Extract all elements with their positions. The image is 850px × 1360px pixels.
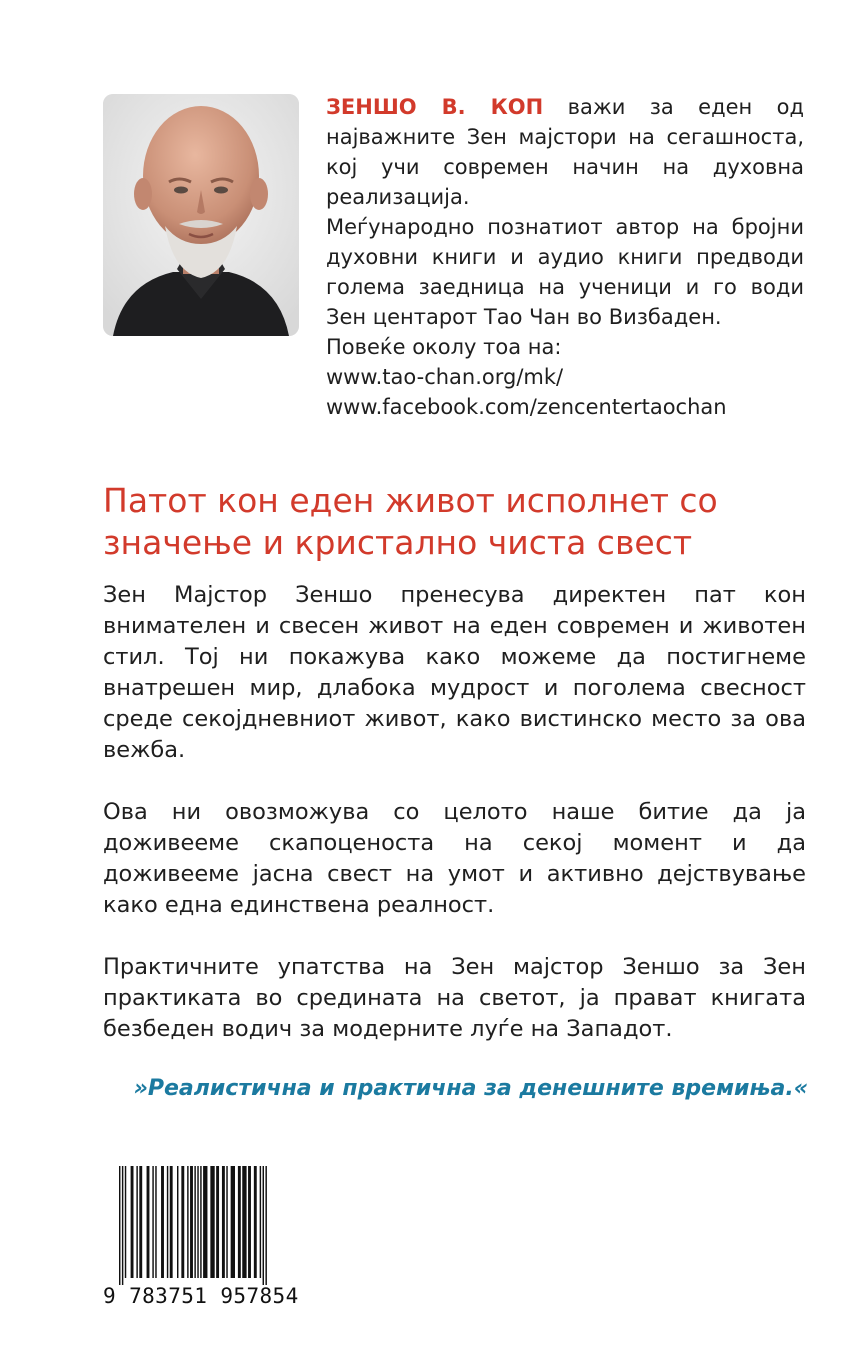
website-link[interactable]: www.tao-chan.org/mk/ (326, 365, 564, 389)
barcode-bar (203, 1166, 207, 1278)
author-portrait-image (103, 94, 299, 336)
barcode-bar (190, 1166, 193, 1278)
barcode-bar (167, 1166, 168, 1278)
barcode-bar (260, 1166, 261, 1278)
barcode-bar (210, 1166, 214, 1278)
barcode-bar (263, 1166, 264, 1285)
barcode-bar (170, 1166, 173, 1278)
isbn-number: 9 783751 957854 (103, 1284, 299, 1308)
barcode-bar (187, 1166, 188, 1278)
barcode-bar (139, 1166, 142, 1278)
barcode-bar (254, 1166, 257, 1278)
barcode-bar (155, 1166, 156, 1278)
barcode-bar (181, 1166, 184, 1278)
description (103, 580, 806, 1076)
facebook-link[interactable]: www.facebook.com/zencentertaochan (326, 395, 727, 419)
barcode-bar (231, 1166, 235, 1278)
barcode-bar (122, 1166, 123, 1285)
barcode-bar (197, 1166, 198, 1278)
bio-paragraph-1-text: важи за еден од најважните Зен мајстори на сегашноста, кој учи современ начин на духовна реализација. (326, 95, 804, 209)
barcode-bar (131, 1166, 134, 1278)
barcode-bar (226, 1166, 227, 1278)
barcode-bar (248, 1166, 251, 1278)
description-paragraph-1: Зен Мајстор Зеншо пренесува директен пат кон внимателен и свесен живот на еден современ и животен стил. Тој ни покажува како можеме да постигнеме внатрешен мир, длабока мудрост и поголема свесност среде секојдневниот живот, како вистинско место за ова вежба. (103, 582, 806, 763)
barcode-bar (265, 1166, 266, 1285)
barcode-bar (147, 1166, 150, 1278)
barcode-bar (161, 1166, 164, 1278)
description-paragraph-2: Ова ни овозможува со целото наше битие да ја доживееме скапоценоста на секој момент и да доживееме јасна свест на умот и активно дејствување како една единствена реалност. (103, 799, 806, 918)
barcode-bar (216, 1166, 219, 1278)
barcode-bar (119, 1166, 120, 1285)
barcode-bars (103, 1160, 307, 1285)
barcode-bar (152, 1166, 153, 1278)
description-paragraph-3: Практичните упатства на Зен мајстор Зеншо за Зен практиката во средината на светот, ја прават книгата безбеден водич за модерните луѓе на Западот. (103, 954, 806, 1042)
headline-line-2: значење и кристално чиста свест (103, 523, 693, 562)
tagline-quote: »Реалистична и практична за денешните времиња.« (133, 1076, 808, 1101)
barcode-bar (177, 1166, 178, 1278)
barcode-bar (200, 1166, 201, 1278)
author-name: ЗЕНШО В. КОП (326, 95, 544, 119)
barcode-bar (238, 1166, 241, 1278)
author-bio (326, 92, 804, 422)
author-photo (103, 94, 299, 336)
headline (103, 480, 803, 564)
barcode-bar (125, 1166, 126, 1278)
more-info-label: Повеќе околу тоа на: (326, 335, 562, 359)
barcode-bar (194, 1166, 195, 1278)
bio-paragraph-2: Меѓународно познатиот автор на бројни духовни книги и аудио книги предводи голема заедница на ученици и го води Зен центарот Тао Чан во Визбаден. (326, 215, 804, 329)
bio-paragraph-1 (326, 92, 804, 212)
barcode-bar (136, 1166, 137, 1278)
barcode-bar (222, 1166, 225, 1278)
headline-line-1: Патот кон еден живот исполнет со (103, 481, 718, 520)
barcode-bar (242, 1166, 246, 1278)
